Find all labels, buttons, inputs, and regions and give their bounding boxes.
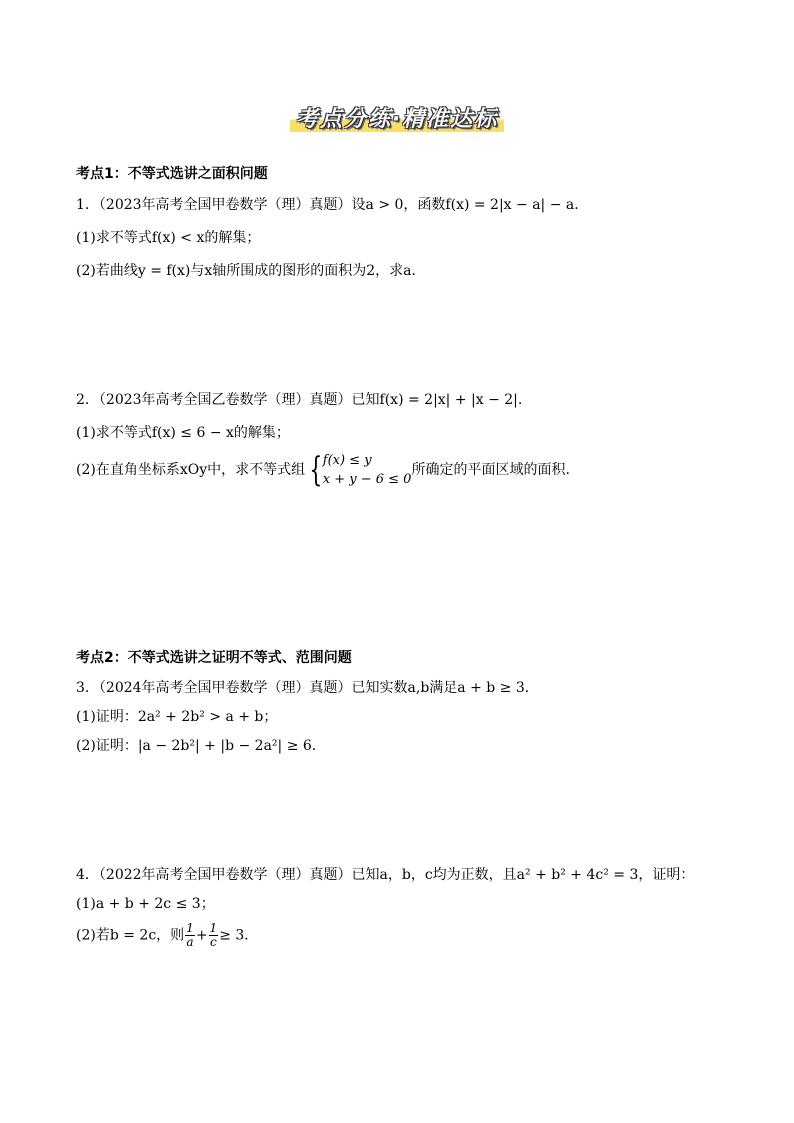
question-3-stem: 3．（2024年高考全国甲卷数学（理）真题）已知实数a,b满足a + b ≥ 3． bbox=[76, 680, 539, 696]
system-line-2: x + y − 6 ≤ 0 bbox=[322, 472, 412, 487]
fraction-one-over-c bbox=[209, 922, 219, 949]
question-3-part-2: (2)证明：|a − 2b²| + |b − 2a²| ≥ 6． bbox=[76, 738, 326, 754]
system-line-1: f(x) ≤ y bbox=[322, 453, 372, 468]
question-2-part-2-suffix: 所确定的平面区域的面积. bbox=[411, 462, 570, 478]
question-4-part-2 bbox=[76, 922, 258, 949]
fraction-1-denominator: a bbox=[186, 935, 194, 949]
question-1-part-2: (2)若曲线y = f(x)与x轴所围成的图形的面积为2，求a． bbox=[76, 263, 426, 279]
fraction-2-numerator: 1 bbox=[209, 921, 218, 935]
question-1-stem: 1．（2023年高考全国甲卷数学（理）真题）设a > 0，函数f(x) = 2|x − a| − a． bbox=[76, 197, 589, 213]
question-2-part-2 bbox=[76, 451, 570, 489]
question-3-part-1: (1)证明：2a² + 2b² > a + b； bbox=[76, 709, 278, 725]
question-4-stem: 4．（2022年高考全国甲卷数学（理）真题）已知a，b，c均为正数，且a² + b² + 4c² = 3，证明： bbox=[76, 867, 695, 883]
section-1-heading: 考点1：不等式选讲之面积问题 bbox=[76, 166, 268, 182]
fraction-2-denominator: c bbox=[210, 935, 217, 949]
page-title bbox=[0, 100, 794, 135]
page-title-text: 考点分练·精准达标 bbox=[290, 100, 504, 135]
question-2-part-1: (1)求不等式f(x) ≤ 6 − x的解集； bbox=[76, 425, 290, 441]
question-1-part-1: (1)求不等式f(x) < x的解集； bbox=[76, 230, 261, 246]
question-4-part-1: (1)a + b + 2c ≤ 3； bbox=[76, 896, 215, 912]
question-2-stem: 2．（2023年高考全国乙卷数学（理）真题）已知f(x) = 2|x| + |x − 2|. bbox=[76, 392, 523, 408]
system-brace: { bbox=[309, 450, 323, 490]
question-2-part-2-prefix: (2)在直角坐标系xOy中，求不等式组 bbox=[76, 462, 306, 478]
fraction-one-over-a bbox=[185, 922, 195, 949]
fraction-1-numerator: 1 bbox=[186, 921, 194, 935]
inequality-system bbox=[305, 451, 411, 489]
question-4-part-2-suffix: ≥ 3． bbox=[219, 927, 259, 944]
section-2-heading: 考点2：不等式选讲之证明不等式、范围问题 bbox=[76, 650, 352, 666]
plus-sign: + bbox=[195, 927, 208, 944]
question-4-part-2-prefix: (2)若b = 2c，则 bbox=[76, 927, 185, 944]
